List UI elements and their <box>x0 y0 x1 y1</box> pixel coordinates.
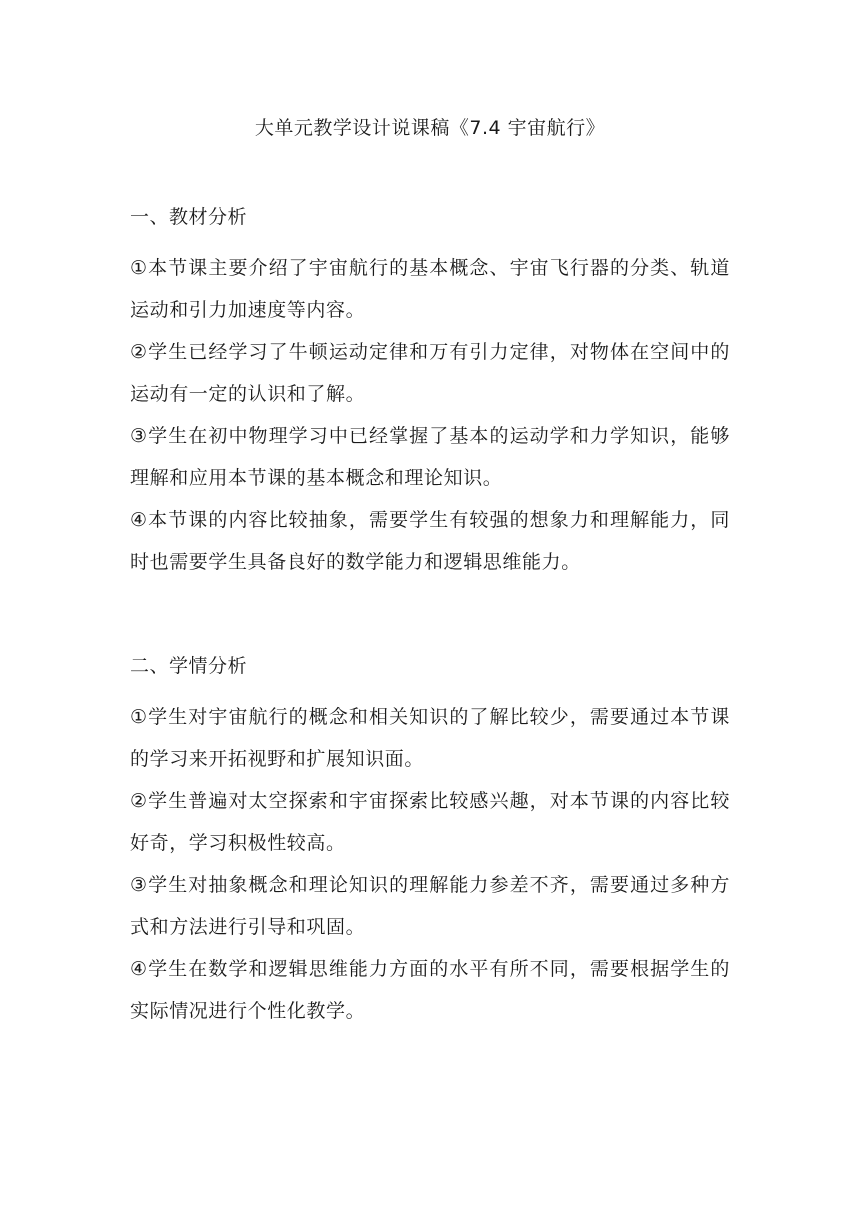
paragraph: ①本节课主要介绍了宇宙航行的基本概念、宇宙飞行器的分类、轨道运动和引力加速度等内容。 <box>130 257 730 321</box>
paragraph: ①学生对宇宙航行的概念和相关知识的了解比较少，需要通过本节课的学习来开拓视野和扩展知识面。 <box>130 706 730 770</box>
document-title: 大单元教学设计说课稿《7.4 宇宙航行》 <box>254 117 606 139</box>
paragraph: ④本节课的内容比较抽象，需要学生有较强的想象力和理解能力，同时也需要学生具备良好的数学能力和逻辑思维能力。 <box>130 509 730 573</box>
section-heading: 二、学情分析 <box>130 655 248 677</box>
section-heading: 一、教材分析 <box>130 206 248 228</box>
paragraph: ②学生普遍对太空探索和宇宙探索比较感兴趣，对本节课的内容比较好奇，学习积极性较高。 <box>130 790 730 854</box>
paragraph: ③学生在初中物理学习中已经掌握了基本的运动学和力学知识，能够理解和应用本节课的基本概念和理论知识。 <box>130 425 730 489</box>
paragraph: ②学生已经学习了牛顿运动定律和万有引力定律，对物体在空间中的运动有一定的认识和了解。 <box>130 341 730 405</box>
section-student-analysis <box>130 652 730 1032</box>
paragraph: ③学生对抽象概念和理论知识的理解能力参差不齐，需要通过多种方式和方法进行引导和巩固。 <box>130 874 730 938</box>
section-textbook-analysis <box>130 203 730 583</box>
paragraph: ④学生在数学和逻辑思维能力方面的水平有所不同，需要根据学生的实际情况进行个性化教学。 <box>130 958 730 1022</box>
